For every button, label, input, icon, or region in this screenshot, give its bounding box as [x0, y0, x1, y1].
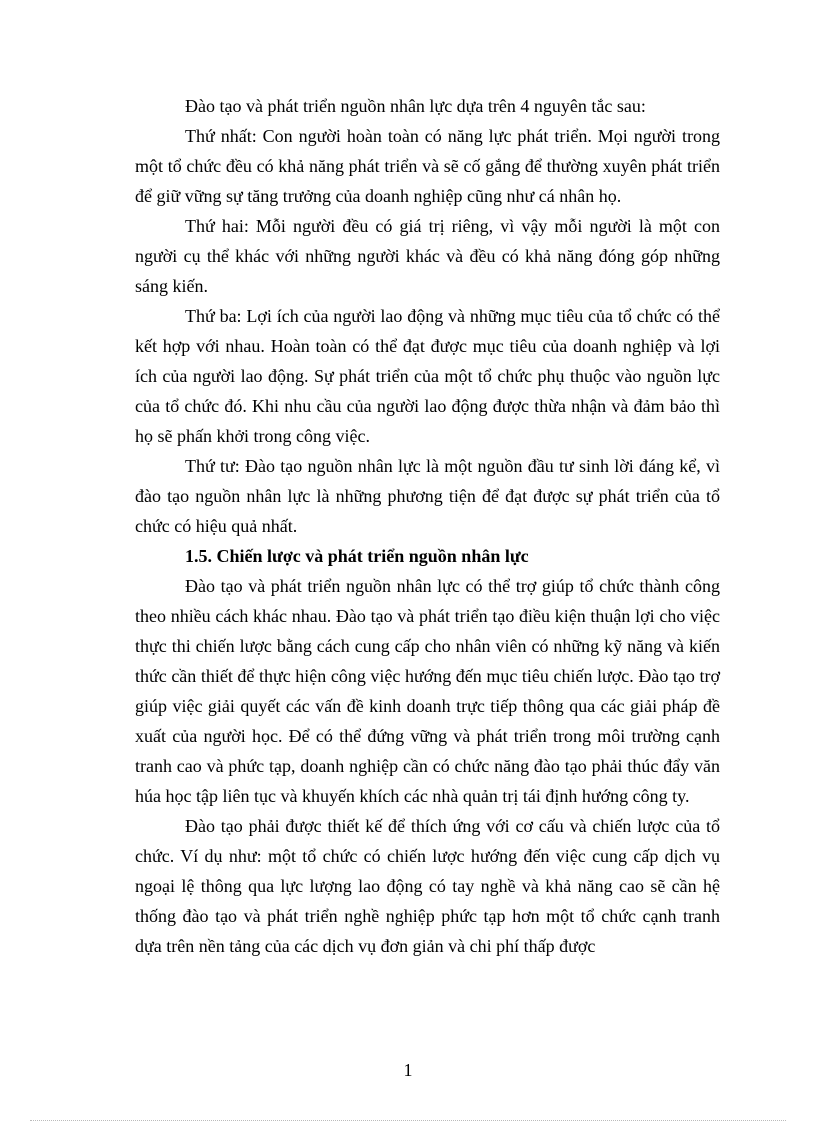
paragraph-principle-2: Thứ hai: Mỗi người đều có giá trị riêng, vì vậy mỗi người là một con người cụ thể khác với những người khác và đều có khả năng đóng góp những sáng kiến. [135, 216, 720, 296]
paragraph-principle-4: Thứ tư: Đào tạo nguồn nhân lực là một nguồn đầu tư sinh lời đáng kể, vì đào tạo nguồn nhân lực là những phương tiện để đạt được sự phát triển của tổ chức có hiệu quả nhất. [135, 456, 720, 536]
document-body [135, 91, 720, 961]
paragraph-intro: Đào tạo và phát triển nguồn nhân lực dựa trên 4 nguyên tắc sau: [185, 96, 646, 116]
paragraph-strategy: Đào tạo và phát triển nguồn nhân lực có thể trợ giúp tổ chức thành công theo nhiều cách khác nhau. Đào tạo và phát triển tạo điều kiện thuận lợi cho việc thực thi chiến lược bằng cách cung cấp cho nhân viên có những kỹ năng và kiến thức cần thiết để thực hiện công việc hướng đến mục tiêu chiến lược. Đào tạo trợ giúp việc giải quyết các vấn đề kinh doanh trực tiếp thông qua các giải pháp đề xuất của người học. Để có thể đứng vững và phát triển trong môi trường cạnh tranh cao và phức tạp, doanh nghiệp cần có chức năng đào tạo phải thúc đẩy văn húa học tập liên tục và khuyến khích các nhà quản trị tái định hướng công ty. [135, 576, 720, 806]
paragraph-principle-1: Thứ nhất: Con người hoàn toàn có năng lực phát triển. Mọi người trong một tổ chức đều có khả năng phát triển và sẽ cố gắng để thường xuyên phát triển để giữ vững sự tăng trưởng của doanh nghiệp cũng như cá nhân họ. [135, 126, 720, 206]
paragraph-design: Đào tạo phải được thiết kế để thích ứng với cơ cấu và chiến lược của tổ chức. Ví dụ như: một tổ chức có chiến lược hướng đến việc cung cấp dịch vụ ngoại lệ thông qua lực lượng lao động có tay nghề và khả năng cao sẽ cần hệ thống đào tạo và phát triển nghề nghiệp phức tạp hơn một tổ chức cạnh tranh dựa trên nền tảng của các dịch vụ đơn giản và chi phí thấp được [135, 816, 720, 956]
paragraph-principle-3: Thứ ba: Lợi ích của người lao động và những mục tiêu của tổ chức có thể kết hợp với nhau. Hoàn toàn có thể đạt được mục tiêu của doanh nghiệp và lợi ích của người lao động. Sự phát triển của một tổ chức phụ thuộc vào nguồn lực của tổ chức đó. Khi nhu cầu của người lao động được thừa nhận và đảm bảo thì họ sẽ phấn khởi trong công việc. [135, 306, 720, 446]
section-heading: 1.5. Chiến lược và phát triển nguồn nhân lực [185, 546, 529, 566]
page-number: 1 [403, 1060, 413, 1080]
page-bottom-divider [30, 1120, 786, 1121]
